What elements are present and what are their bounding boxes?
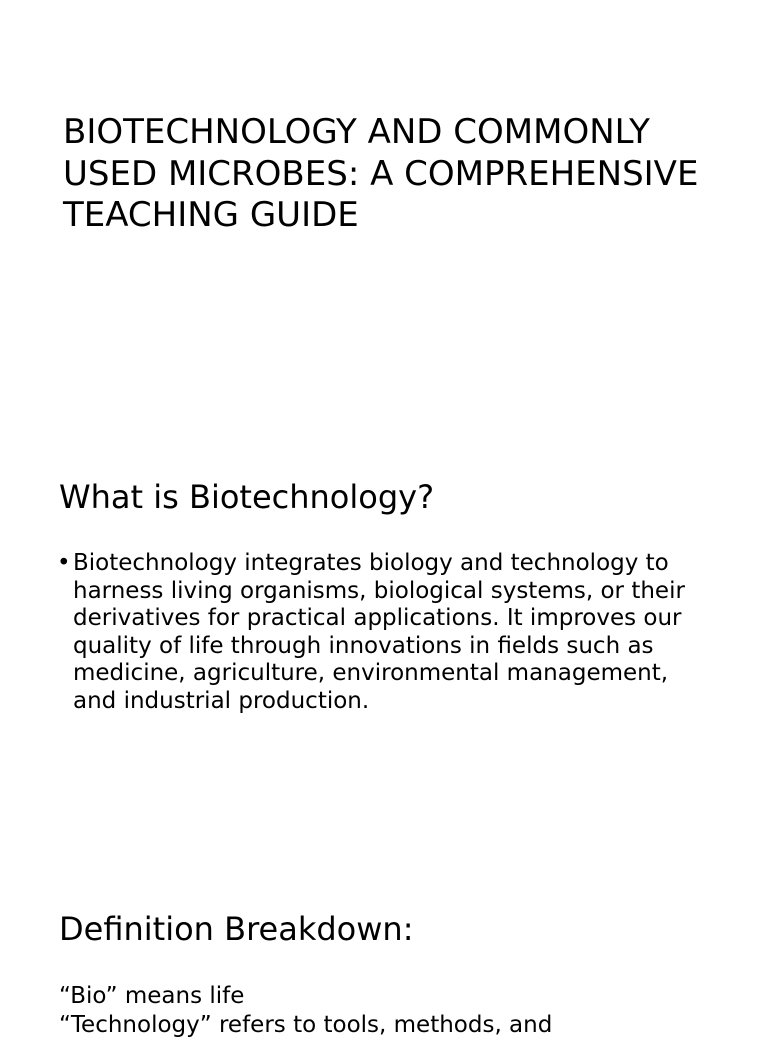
definition-line-technology: “Technology” refers to tools, methods, and bbox=[59, 1012, 553, 1038]
document-title: BIOTECHNOLOGY AND COMMONLY USED MICROBES: A COMPREHENSIVE TEACHING GUIDE bbox=[63, 112, 699, 235]
bullet-text: Biotechnology integrates biology and technology to harness living organisms, biological systems, or their derivatives for practical applications. It improves our quality of life through innovations in fields such as medicine, agriculture, environmental management, and industrial production. bbox=[73, 550, 685, 714]
section-heading-what-is-biotechnology: What is Biotechnology? bbox=[59, 478, 435, 516]
bullet-item bbox=[57, 550, 717, 716]
definition-line-bio: “Bio” means life bbox=[59, 983, 245, 1009]
bullet-marker: • bbox=[57, 550, 71, 576]
section-heading-definition-breakdown: Definition Breakdown: bbox=[59, 910, 414, 948]
